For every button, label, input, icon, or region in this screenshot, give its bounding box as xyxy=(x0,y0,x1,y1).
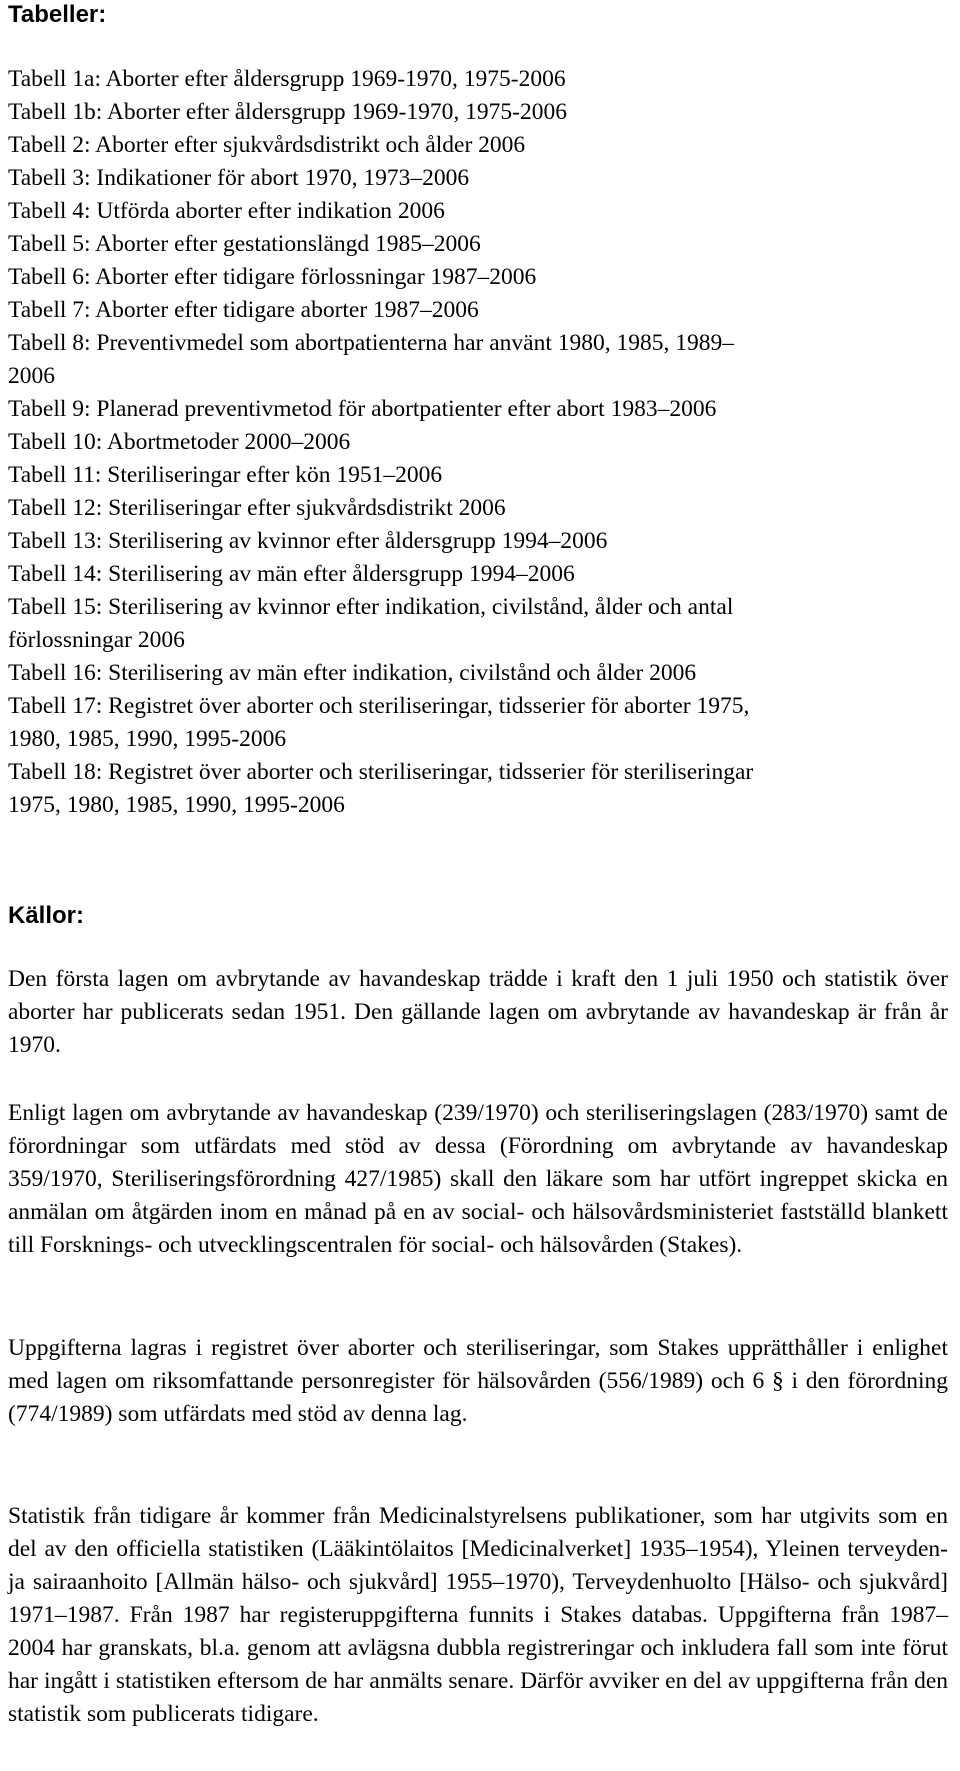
table-entry-3: Tabell 3: Indikationer för abort 1970, 1973–2006 xyxy=(8,165,470,191)
table-entry-17-continued: 1980, 1985, 1990, 1995-2006 xyxy=(8,726,287,752)
table-entry-14: Tabell 14: Sterilisering av män efter åldersgrupp 1994–2006 xyxy=(8,561,575,587)
table-entry-2: Tabell 2: Aborter efter sjukvårdsdistrikt och ålder 2006 xyxy=(8,132,526,158)
sources-paragraph-2: Enligt lagen om avbrytande av havandeskap (239/1970) och steriliseringslagen (283/1970) samt de förordningar som utfärdats med stöd av dessa (Förordning om avbrytande av havandeskap 359/1970, Steriliseringsförordning 427/1985) skall den läkare som har utfört ingreppet skicka en anmälan om åtgärden inom en månad på en av social- och hälsovårdsministeriet fastställd blankett till Forsknings- och utvecklingscentralen för social- och hälsovården (Stakes). xyxy=(8,1100,948,1258)
sources-paragraph-4: Statistik från tidigare år kommer från Medicinalstyrelsens publikationer, som har utgivits som en del av den officiella statistiken (Lääkintölaitos [Medicinalverket] 1935–1954), Yleinen terveyden- ja sairaanhoito [Allmän hälso- och sjukvård] 1955–1970), Terveydenhuolto [Hälso- och sjukvård] 1971–1987. Från 1987 har registeruppgifterna funnits i Stakes databas. Uppgifterna från 1987–2004 har granskats, bl.a. genom att avlägsna dubbla registreringar och inkludera fall som inte förut har ingått i statistiken eftersom de har anmälts senare. Därför avviker en del av uppgifterna från den statistik som publicerats tidigare. xyxy=(8,1503,948,1727)
table-entry-13: Tabell 13: Sterilisering av kvinnor efter åldersgrupp 1994–2006 xyxy=(8,528,608,554)
table-entry-5: Tabell 5: Aborter efter gestationslängd 1985–2006 xyxy=(8,231,481,257)
table-entry-17: Tabell 17: Registret över aborter och steriliseringar, tidsserier för aborter 1975, xyxy=(8,693,750,719)
table-entry-6: Tabell 6: Aborter efter tidigare förlossningar 1987–2006 xyxy=(8,264,537,290)
tables-list xyxy=(8,63,948,822)
table-entry-16: Tabell 16: Sterilisering av män efter indikation, civilstånd och ålder 2006 xyxy=(8,660,697,686)
table-entry-15: Tabell 15: Sterilisering av kvinnor efter indikation, civilstånd, ålder och antal xyxy=(8,594,734,620)
table-entry-11: Tabell 11: Steriliseringar efter kön 1951–2006 xyxy=(8,462,443,488)
table-entry-15-continued: förlossningar 2006 xyxy=(8,627,185,653)
table-entry-12: Tabell 12: Steriliseringar efter sjukvårdsdistrikt 2006 xyxy=(8,495,506,521)
table-entry-18: Tabell 18: Registret över aborter och steriliseringar, tidsserier för steriliseringar xyxy=(8,759,754,785)
sources-heading: Källor: xyxy=(8,902,85,929)
table-entry-8-continued: 2006 xyxy=(8,363,55,389)
table-entry-9: Tabell 9: Planerad preventivmetod för abortpatienter efter abort 1983–2006 xyxy=(8,396,717,422)
sources-paragraph-1: Den första lagen om avbrytande av havandeskap trädde i kraft den 1 juli 1950 och statistik över aborter har publicerats sedan 1951. Den gällande lagen om avbrytande av havandeskap är från år 1970. xyxy=(8,966,948,1058)
table-entry-1a: Tabell 1a: Aborter efter åldersgrupp 1969-1970, 1975-2006 xyxy=(8,66,566,92)
table-entry-1b: Tabell 1b: Aborter efter åldersgrupp 1969-1970, 1975-2006 xyxy=(8,99,567,125)
tables-heading: Tabeller: xyxy=(8,1,107,28)
table-entry-10: Tabell 10: Abortmetoder 2000–2006 xyxy=(8,429,351,455)
table-entry-8: Tabell 8: Preventivmedel som abortpatienterna har använt 1980, 1985, 1989– xyxy=(8,330,735,356)
table-entry-7: Tabell 7: Aborter efter tidigare aborter 1987–2006 xyxy=(8,297,479,323)
table-entry-18-continued: 1975, 1980, 1985, 1990, 1995-2006 xyxy=(8,792,345,818)
table-entry-4: Tabell 4: Utförda aborter efter indikation 2006 xyxy=(8,198,445,224)
sources-paragraph-3: Uppgifterna lagras i registret över aborter och steriliseringar, som Stakes upprätthåller i enlighet med lagen om riksomfattande personregister för hälsovården (556/1989) och 6 § i den förordning (774/1989) som utfärdats med stöd av denna lag. xyxy=(8,1335,948,1427)
